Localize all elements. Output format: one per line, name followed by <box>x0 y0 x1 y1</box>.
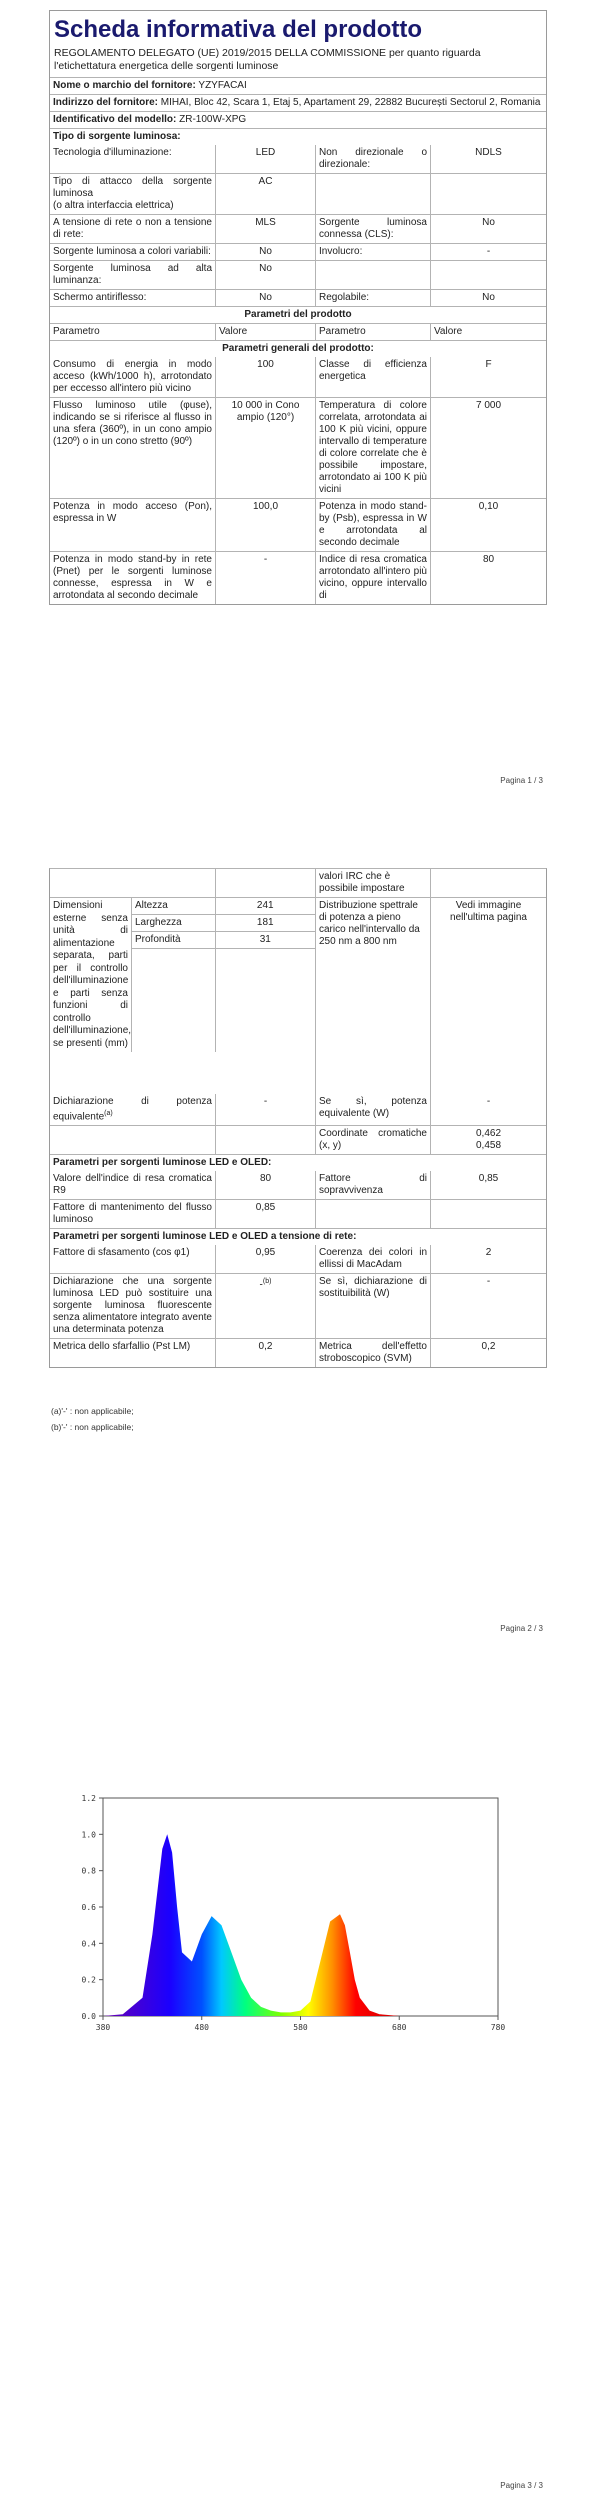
p2.rows_d-cell-a: Valore dell'indice di resa cromatica R9 <box>53 1173 212 1197</box>
regulation-text: REGOLAMENTO DELEGATO (UE) 2019/2015 DELLA COMMISSIONE per quanto riguarda l'etichettatura energetica delle sorgenti luminose <box>54 47 481 72</box>
p1.rows_b-cell-a: Potenza in modo acceso (Pon), espressa in W <box>53 501 212 524</box>
p1.rows_a-row <box>50 214 546 243</box>
col-param-2: Parametro <box>315 324 430 340</box>
y-tick-label: 0.2 <box>81 1975 96 1985</box>
page-2 <box>0 846 591 1648</box>
model-label: Identificativo del modello: <box>53 114 177 125</box>
p2.rows_d-cell-d: 0,85 <box>430 1171 546 1199</box>
p1.rows_a-cell-c <box>315 261 430 289</box>
page-number-1: Pagina 1 / 3 <box>500 776 543 785</box>
x-tick-label: 580 <box>293 2023 308 2032</box>
footnote-a: (a)'-' : non applicabile; <box>51 1406 134 1416</box>
p1.rows_a-cell-b: LED <box>215 145 315 173</box>
p1.rows_b-row <box>50 498 546 551</box>
p2.rows_e-cell-a: Fattore di sfasamento (cos φ1) <box>53 1247 190 1259</box>
spectral-chart <box>55 1778 515 2038</box>
p2.rows_e-row <box>50 1338 546 1367</box>
x-tick-label: 380 <box>95 2023 111 2032</box>
p1.rows_b-cell-d: 0,10 <box>430 499 546 551</box>
p2.rows_e-row <box>50 1245 546 1273</box>
model-value: ZR-100W-XPG <box>179 114 247 125</box>
general-header: Parametri generali del prodotto: <box>222 343 374 354</box>
p2.rows_c-cell-c: Coordinate cromatiche (x, y) <box>315 1126 430 1154</box>
type-header: Tipo di sorgente luminosa: <box>53 131 181 142</box>
dimension-value: 31 <box>216 932 315 949</box>
product-info-table <box>49 10 547 605</box>
p1.rows_a-cell-c: Involucro: <box>315 244 430 260</box>
p2.rows_e-cell-b: 0,95 <box>215 1245 315 1273</box>
dimension-value: 241 <box>216 898 315 915</box>
product-info-table-cont <box>49 868 547 1368</box>
y-tick-label: 1.2 <box>81 1794 96 1803</box>
mains-header: Parametri per sorgenti luminose LED e OLED a tensione di rete: <box>53 1231 357 1243</box>
p1.rows_a-cell-c: Sorgente luminosa connessa (CLS): <box>315 215 430 243</box>
supplier-value: YZYFACAI <box>198 80 247 91</box>
page-title: Scheda informativa del prodotto <box>54 16 423 43</box>
spd-label: Distribuzione spettrale di potenza a pieno carico nell'intervallo da 250 nm a 800 nm <box>315 898 430 1094</box>
spectrum-area <box>103 1834 498 2016</box>
p2.rows_d-row <box>50 1171 546 1199</box>
p1.rows_a-row <box>50 173 546 214</box>
p2.rows_c-cell-d: - <box>430 1094 546 1125</box>
p1.rows_a-cell-b: No <box>215 244 315 260</box>
p1.rows_b-cell-d: 80 <box>430 552 546 604</box>
p2.rows_c-cell-c: Se sì, potenza equivalente (W) <box>315 1094 430 1125</box>
p1.rows_b-cell-b: 10 000 in Cono ampio (120°) <box>215 398 315 498</box>
p1.rows_b-cell-c: Indice di resa cromatica arrotondato all'intero più vicino, oppure intervallo di <box>315 552 430 604</box>
address-value: MIHAI, Bloc 42, Scara 1, Etaj 5, Apartament 29, 22882 București Sectorul 2, Romania <box>160 97 541 108</box>
p2.rows_e-cell-a: Dichiarazione che una sorgente luminosa LED può sostituire una sorgente luminosa fluorescente senza alimentatore integrato avente una determinata potenza <box>53 1276 212 1336</box>
p2.rows_c-cell-a: Dichiarazione di potenza equivalente$^{(a)}$ <box>53 1096 212 1123</box>
p2.rows_d-cell-b: 0,85 <box>215 1200 315 1228</box>
p2.rows_e-cell-b: 0,2 <box>215 1339 315 1367</box>
x-tick-label: 780 <box>490 2023 506 2032</box>
p1.rows_b-cell-c: Classe di efficienza energetica <box>315 357 430 397</box>
p2.rows_d-cell-c <box>315 1200 430 1228</box>
p1.rows_a-cell-b: AC <box>215 174 315 214</box>
p1.rows_b-cell-c: Potenza in modo stand-by (Psb), espressa in W e arrotondata al secondo decimale <box>315 499 430 551</box>
dimension-name: Larghezza <box>132 915 215 932</box>
p2.rows_c-row <box>50 1125 546 1154</box>
p1.rows_a-cell-a: Sorgente luminosa a colori variabili: <box>53 246 211 257</box>
p1.rows_a-cell-d: NDLS <box>430 145 546 173</box>
p1.rows_b-cell-a: Consumo di energia in modo acceso (kWh/1000 h), arrotondato per eccesso all'intero più vicino <box>53 359 212 394</box>
dimension-name: Altezza <box>132 898 215 915</box>
p2.rows_c-cell-d: 0,462 0,458 <box>430 1126 546 1154</box>
p1.rows_b-row <box>50 551 546 604</box>
cri-cont-text: valori IRC che è possibile impostare <box>315 869 430 897</box>
p1.rows_a-row <box>50 243 546 260</box>
p2.rows_e-cell-d: 2 <box>430 1245 546 1273</box>
p1.rows_a-cell-d <box>430 261 546 289</box>
x-tick-label: 680 <box>392 2023 407 2032</box>
y-tick-label: 1.0 <box>81 1830 96 1840</box>
address-label: Indirizzo del fornitore: <box>53 97 158 108</box>
p1.rows_a-row <box>50 145 546 173</box>
p2.rows_d-cell-b: 80 <box>215 1171 315 1199</box>
p1.rows_b-cell-a: Potenza in modo stand-by in rete (Pnet) per le sorgenti luminose connesse, espressa in W e arrotondata al secondo decimale <box>53 554 212 601</box>
col-value-1: Valore <box>215 324 315 340</box>
p2.rows_e-cell-c: Coerenza dei colori in ellissi di MacAdam <box>315 1245 430 1273</box>
p2.rows_c-cell-b: - <box>215 1094 315 1125</box>
p2.rows_e-cell-d: - <box>430 1274 546 1338</box>
y-tick-label: 0.4 <box>81 1939 96 1949</box>
p1.rows_a-cell-d: No <box>430 290 546 306</box>
p1.rows_a-cell-a: Sorgente luminosa ad alta luminanza: <box>53 263 212 286</box>
p1.rows_a-cell-c: Regolabile: <box>315 290 430 306</box>
p1.rows_a-cell-c <box>315 174 430 214</box>
p1.rows_b-cell-b: 100 <box>215 357 315 397</box>
dimensions-label: Dimensioni esterne senza unità di alimentazione separata, parti per il controllo dell'illuminazione e parti senza funzioni di controllo dell'illuminazione, se presenti (mm) <box>50 898 132 1052</box>
p2.rows_c-row <box>50 1094 546 1125</box>
spd-value: Vedi immagine nell'ultima pagina <box>430 898 546 1094</box>
p1.rows_a-cell-a: Tipo di attacco della sorgente luminosa (o altra interfaccia elettrica) <box>53 176 212 211</box>
p1.rows_b-cell-b: 100,0 <box>215 499 315 551</box>
p2.rows_d-row <box>50 1199 546 1228</box>
p2.rows_e-cell-c: Se sì, dichiarazione di sostituibilità (W) <box>315 1274 430 1338</box>
col-value-2: Valore <box>430 324 546 340</box>
p1.rows_a-cell-a: Schermo antiriflesso: <box>53 292 147 303</box>
y-tick-label: 0.8 <box>81 1866 96 1876</box>
page-number-2: Pagina 2 / 3 <box>500 1624 543 1633</box>
p2.rows_c-cell-b <box>215 1126 315 1154</box>
p1.rows_a-cell-d: - <box>430 244 546 260</box>
page-number-3: Pagina 3 / 3 <box>500 2481 543 2490</box>
p1.rows_b-row <box>50 397 546 498</box>
p2.rows_e-cell-c: Metrica dell'effetto stroboscopico (SVM) <box>315 1339 430 1367</box>
p1.rows_b-cell-a: Flusso luminoso utile (φuse), indicando se si riferisce al flusso in una sfera (360º), in un cono ampio (120º) o in un cono stretto (90º) <box>53 400 212 447</box>
p1.rows_a-row <box>50 260 546 289</box>
col-param-1: Parametro <box>53 326 100 337</box>
params-header: Parametri del prodotto <box>244 309 352 320</box>
p1.rows_a-cell-d: No <box>430 215 546 243</box>
page-1 <box>0 0 591 790</box>
p1.rows_b-cell-b: - <box>215 552 315 604</box>
supplier-label: Nome o marchio del fornitore: <box>53 80 196 91</box>
p2.rows_e-cell-a: Metrica dello sfarfallio (Pst LM) <box>53 1341 191 1353</box>
p1.rows_b-cell-d: F <box>430 357 546 397</box>
p2.rows_d-cell-a: Fattore di mantenimento del flusso luminoso <box>53 1202 212 1226</box>
y-tick-label: 0.0 <box>81 2012 96 2021</box>
p1.rows_b-cell-d: 7 000 <box>430 398 546 498</box>
led-header: Parametri per sorgenti luminose LED e OLED: <box>53 1157 272 1169</box>
p1.rows_b-cell-c: Temperatura di colore correlata, arrotondata ai 100 K più vicini, oppure intervallo di temperature di colore correlate che è possibile impostare, arrotondato ai 100 K più vicini <box>315 398 430 498</box>
footnote-b: (b)'-' : non applicabile; <box>51 1422 134 1432</box>
p2.rows_e-cell-b: -$^{(b)}$ <box>215 1274 315 1338</box>
dimension-name: Profondità <box>132 932 215 949</box>
p1.rows_a-cell-b: No <box>215 290 315 306</box>
p1.rows_a-cell-d <box>430 174 546 214</box>
p1.rows_a-cell-a: A tensione di rete o non a tensione di rete: <box>53 217 212 240</box>
p2.rows_c-cell-a <box>50 1126 215 1154</box>
p1.rows_a-cell-c: Non direzionale o direzionale: <box>315 145 430 173</box>
p1.rows_a-cell-b: MLS <box>215 215 315 243</box>
p2.rows_e-row <box>50 1273 546 1338</box>
p2.rows_e-cell-d: 0,2 <box>430 1339 546 1367</box>
p1.rows_a-row <box>50 289 546 306</box>
p1.rows_a-cell-a: Tecnologia d'illuminazione: <box>53 147 172 158</box>
p2.rows_d-cell-c: Fattore di sopravvivenza <box>315 1171 430 1199</box>
p2.rows_d-cell-d <box>430 1200 546 1228</box>
p1.rows_a-cell-b: No <box>215 261 315 289</box>
x-tick-label: 480 <box>194 2023 209 2032</box>
y-tick-label: 0.6 <box>81 1903 96 1912</box>
dimension-value: 181 <box>216 915 315 932</box>
p1.rows_b-row <box>50 357 546 397</box>
